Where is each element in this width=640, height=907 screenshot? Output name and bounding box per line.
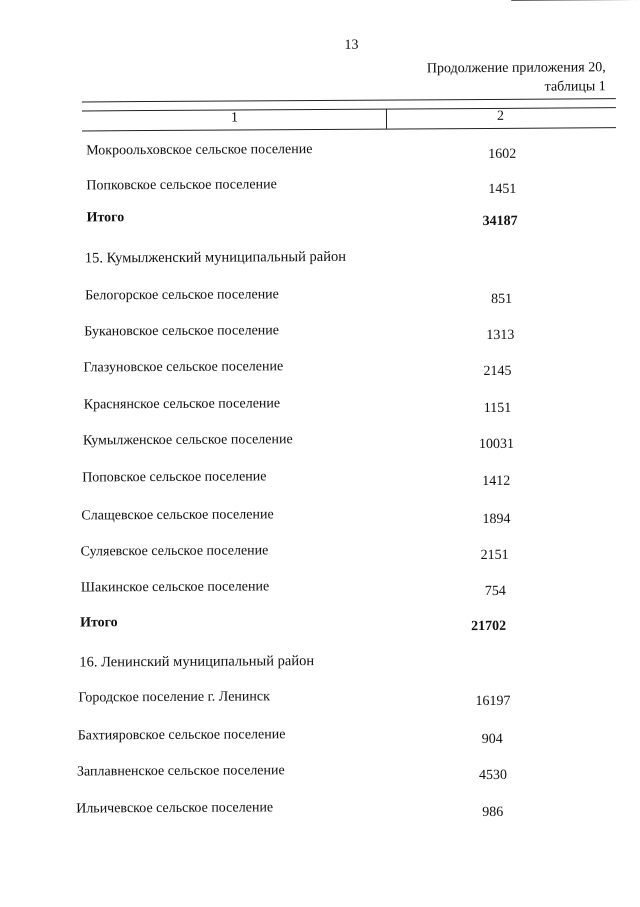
population-value: 1412	[482, 473, 511, 490]
table-header-top-rule	[82, 107, 616, 111]
settlement-name: Букановское сельское поселение	[84, 323, 280, 340]
population-value: 851	[491, 291, 513, 307]
population-value: 1151	[483, 400, 512, 416]
population-value: 986	[482, 804, 504, 821]
settlement-name: Кумылженское сельское поселение	[82, 432, 293, 449]
settlement-name: Бахтияровское сельское поселение	[77, 727, 286, 744]
population-value: 4530	[478, 767, 508, 784]
table-header-bottom-rule	[82, 127, 616, 131]
population-value: 754	[484, 583, 506, 599]
population-value: 10031	[478, 436, 515, 453]
settlement-name: Ильичевское сельское поселение	[76, 800, 274, 817]
continuation-line-1: Продолжение приложения 20,	[426, 60, 606, 77]
population-value: 1313	[486, 327, 515, 343]
settlement-name: Поповское сельское поселение	[82, 469, 267, 486]
column-header-2: 2	[496, 108, 505, 124]
table-column-divider	[386, 109, 387, 129]
settlement-name: Мокроольховское сельское поселение	[86, 142, 313, 159]
settlement-name: Слащевское сельское поселение	[81, 507, 274, 524]
continuation-line-2: таблицы 1	[544, 79, 606, 95]
settlement-name: Белогорское сельское поселение	[85, 287, 279, 304]
settlement-name: Шакинское сельское поселение	[80, 579, 270, 596]
page-number: 13	[344, 37, 359, 53]
settlement-name: Городское поселение г. Ленинск	[78, 689, 270, 706]
total-value: 34187	[482, 213, 518, 230]
total-label: Итого	[80, 615, 118, 631]
settlement-name: Суляевское сельское поселение	[80, 543, 269, 560]
column-header-1: 1	[230, 110, 239, 126]
total-label: Итого	[86, 210, 125, 226]
population-value: 2145	[483, 363, 512, 379]
population-value: 1602	[488, 146, 517, 162]
settlement-name: Заплавненское сельское поселение	[76, 763, 285, 780]
continuation-note	[427, 58, 606, 97]
population-value: 2151	[480, 547, 509, 564]
district-title: 15. Кумылженский муниципальный район	[84, 248, 347, 267]
total-value: 21702	[471, 618, 507, 635]
table-top-rule	[82, 98, 616, 102]
settlement-name: Попковское сельское поселение	[86, 177, 277, 194]
population-value: 16197	[475, 693, 511, 710]
population-value: 1894	[482, 511, 511, 528]
settlement-name: Глазуновское сельское поселение	[83, 359, 284, 376]
population-value: 1451	[488, 181, 517, 197]
settlement-name: Краснянское сельское поселение	[83, 396, 281, 413]
population-value: 904	[481, 731, 503, 748]
district-title: 16. Ленинский муниципальный район	[79, 653, 315, 671]
scan-edge-mark	[511, 0, 637, 7]
